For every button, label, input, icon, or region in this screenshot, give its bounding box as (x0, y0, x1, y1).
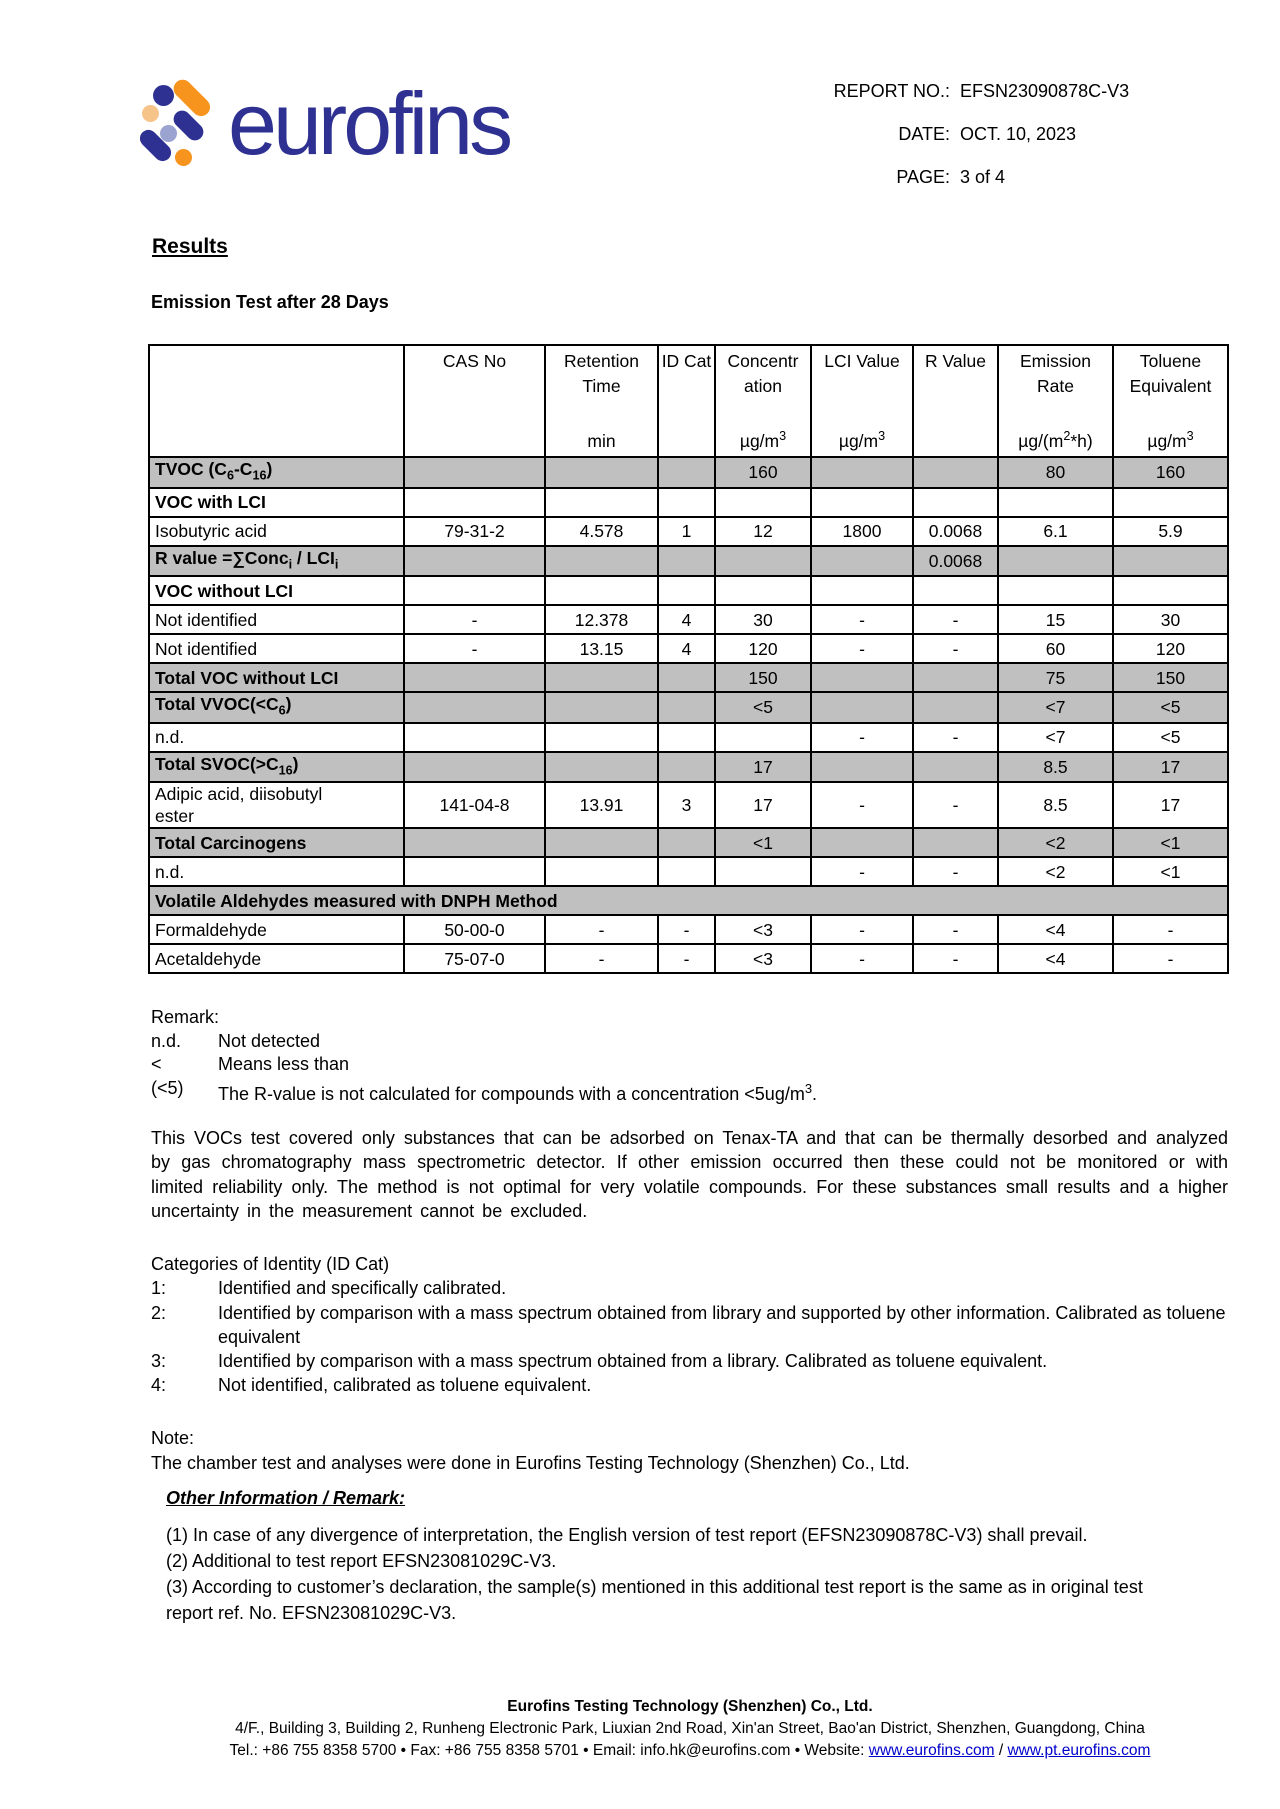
value-cell: 13.91 (545, 782, 658, 828)
value-cell (404, 488, 545, 517)
value-cell: - (913, 857, 998, 886)
value-cell: 79-31-2 (404, 517, 545, 546)
value-cell: - (811, 605, 913, 634)
category-text: Identified by comparison with a mass spectrum obtained from a library. Calibrated as toluene equivalent. (218, 1351, 1048, 1372)
row-label-cell: Total Carcinogens (149, 828, 404, 857)
date-label: DATE: (898, 124, 950, 144)
report-meta (700, 78, 1160, 207)
value-cell (404, 723, 545, 752)
logo-dot (175, 149, 192, 166)
value-cell (404, 828, 545, 857)
value-cell: 4 (658, 605, 715, 634)
value-cell (1113, 546, 1228, 577)
value-cell: 60 (998, 634, 1113, 663)
value-cell (913, 692, 998, 723)
value-cell: - (404, 605, 545, 634)
remark-section (151, 1006, 1227, 1106)
value-cell (545, 828, 658, 857)
value-cell: 50-00-0 (404, 915, 545, 944)
table-row (149, 605, 1228, 634)
value-cell: 150 (1113, 663, 1228, 692)
value-cell (811, 546, 913, 577)
value-cell: - (811, 857, 913, 886)
value-cell (913, 828, 998, 857)
value-cell: 17 (1113, 752, 1228, 783)
value-cell: - (913, 605, 998, 634)
remark-def: Not detected (218, 1030, 321, 1051)
footer-link-separator: / (994, 1742, 1008, 1759)
value-cell: 30 (1113, 605, 1228, 634)
value-cell (404, 576, 545, 605)
value-cell: - (1113, 944, 1228, 973)
value-cell (715, 857, 811, 886)
row-label-cell: Volatile Aldehydes measured with DNPH Method (149, 886, 1228, 915)
value-cell (658, 576, 715, 605)
value-cell: - (811, 634, 913, 663)
page-value: 3 of 4 (960, 167, 1006, 187)
column-header: ID Cat (658, 345, 715, 457)
row-label-cell: VOC with LCI (149, 488, 404, 517)
value-cell: 4 (658, 634, 715, 663)
row-label-cell: Formaldehyde (149, 915, 404, 944)
value-cell: 1800 (811, 517, 913, 546)
value-cell (811, 692, 913, 723)
value-cell: - (913, 944, 998, 973)
table-row (149, 723, 1228, 752)
value-cell (404, 546, 545, 577)
value-cell (658, 723, 715, 752)
value-cell: 0.0068 (913, 517, 998, 546)
table-row (149, 915, 1228, 944)
remark-item (151, 1053, 1227, 1077)
value-cell (913, 663, 998, 692)
date-row (700, 121, 1160, 147)
logo-wordmark: eurofins (228, 74, 510, 173)
category-num: 2: (151, 1302, 167, 1323)
column-header: Emission Rate $\mu g/(m^2*h)$ (998, 345, 1113, 457)
other-info-item: (3) According to customer’s declaration, the sample(s) mentioned in this additional test report is the same as in original test report ref. No. EFSN23081029C-V3. (166, 1577, 1143, 1623)
value-cell: 15 (998, 605, 1113, 634)
value-cell: - (913, 634, 998, 663)
column-header: LCI Value $\mu g/m^3$ (811, 345, 913, 457)
value-cell: 8.5 (998, 752, 1113, 783)
value-cell: - (658, 915, 715, 944)
value-cell: - (811, 723, 913, 752)
value-cell: - (811, 915, 913, 944)
value-cell: - (811, 782, 913, 828)
value-cell: 17 (1113, 782, 1228, 828)
value-cell (404, 457, 545, 488)
value-cell: 141-04-8 (404, 782, 545, 828)
remark-item (151, 1077, 1227, 1107)
row-label-cell: Isobutyric acid (149, 517, 404, 546)
value-cell (913, 576, 998, 605)
remark-def: The R-value is not calculated for compounds with a concentration $<5ug/m^3$. (218, 1080, 818, 1104)
value-cell (715, 576, 811, 605)
remark-term: < (151, 1054, 162, 1074)
value-cell: <7 (998, 692, 1113, 723)
remark-term: (<5) (151, 1077, 184, 1098)
note-title: Note: (151, 1428, 195, 1448)
results-heading: Results (152, 235, 228, 258)
value-cell: 75-07-0 (404, 944, 545, 973)
value-cell: - (811, 944, 913, 973)
value-cell (1113, 488, 1228, 517)
emission-test-subheading: Emission Test after 28 Days (151, 292, 389, 312)
category-text: Identified and specifically calibrated. (218, 1278, 507, 1299)
value-cell: - (545, 944, 658, 973)
value-cell (811, 488, 913, 517)
remark-def: Means less than (218, 1054, 350, 1074)
footer-address: 4/F., Building 3, Building 2, Runheng Electronic Park, Liuxian 2nd Road, Xin'an Street, Bao'an District, Shenzhen, Guangdong, China (235, 1720, 1145, 1737)
value-cell (811, 576, 913, 605)
report-no-label: REPORT NO.: (833, 81, 950, 101)
value-cell: <2 (998, 857, 1113, 886)
value-cell: <1 (1113, 857, 1228, 886)
value-cell (658, 692, 715, 723)
row-label-cell: Total $VVOC(<C_6)$ (149, 692, 404, 723)
table-row (149, 944, 1228, 973)
footer-contact-text: Tel.: +86 755 8358 5700 • Fax: +86 755 8358 5701 • Email: info.hk@eurofins.com • Website: (229, 1742, 869, 1759)
value-cell: 120 (715, 634, 811, 663)
row-label-cell: R value =∑Conc$_i$ / $LCI_i$ (149, 546, 404, 577)
value-cell: <1 (715, 828, 811, 857)
category-text: Not identified, calibrated as toluene equivalent. (218, 1375, 592, 1396)
value-cell (404, 663, 545, 692)
value-cell: <5 (1113, 692, 1228, 723)
value-cell (811, 752, 913, 783)
value-cell: 6.1 (998, 517, 1113, 546)
value-cell: 3 (658, 782, 715, 828)
other-info-heading: Other Information / Remark: (166, 1488, 406, 1508)
table-row (149, 857, 1228, 886)
value-cell (715, 488, 811, 517)
value-cell (811, 457, 913, 488)
category-num: 3: (151, 1351, 167, 1372)
value-cell: 17 (715, 782, 811, 828)
eurofins-logo-icon (135, 82, 215, 172)
value-cell (998, 546, 1113, 577)
other-info-item: (2) Additional to test report EFSN23081029C-V3. (166, 1551, 557, 1571)
category-item (151, 1276, 1229, 1300)
value-cell: - (913, 782, 998, 828)
table-row (149, 752, 1228, 783)
note-section (151, 1426, 1228, 1476)
footer-contact (150, 1740, 1230, 1762)
table-row (149, 457, 1228, 488)
value-cell: 30 (715, 605, 811, 634)
row-label-cell: n.d. (149, 723, 404, 752)
value-cell: <7 (998, 723, 1113, 752)
column-header (149, 345, 404, 457)
table-row (149, 692, 1228, 723)
value-cell: <3 (715, 915, 811, 944)
value-cell: 8.5 (998, 782, 1113, 828)
table-row (149, 517, 1228, 546)
value-cell (811, 663, 913, 692)
report-no-value: EFSN23090878C-V3 (960, 81, 1130, 101)
value-cell (545, 457, 658, 488)
page-row (700, 164, 1160, 190)
footer-company: Eurofins Testing Technology (Shenzhen) Co., Ltd. (507, 1698, 873, 1715)
table-row (149, 663, 1228, 692)
table-row (149, 576, 1228, 605)
value-cell (658, 488, 715, 517)
value-cell: <5 (1113, 723, 1228, 752)
value-cell (658, 663, 715, 692)
page-label: PAGE: (896, 167, 950, 187)
category-item (151, 1373, 1229, 1397)
value-cell: 12 (715, 517, 811, 546)
value-cell (545, 692, 658, 723)
id-categories-section (151, 1252, 1229, 1398)
value-cell: <4 (998, 944, 1113, 973)
value-cell (913, 488, 998, 517)
value-cell (404, 692, 545, 723)
logo-dot (153, 85, 174, 106)
value-cell (913, 457, 998, 488)
logo-dot (142, 105, 159, 122)
row-label-cell: Total VOC without LCI (149, 663, 404, 692)
value-cell: 120 (1113, 634, 1228, 663)
value-cell: <1 (1113, 828, 1228, 857)
value-cell: 75 (998, 663, 1113, 692)
value-cell: <5 (715, 692, 811, 723)
value-cell: - (913, 723, 998, 752)
value-cell (1113, 576, 1228, 605)
row-label-cell: Total $SVOC(>C_{16})$ (149, 752, 404, 783)
column-header: R Value (913, 345, 998, 457)
value-cell (811, 828, 913, 857)
remark-item (151, 1030, 1227, 1054)
footer-link-eurofins[interactable]: www.eurofins.com (868, 1742, 995, 1759)
value-cell: 0.0068 (913, 546, 998, 577)
value-cell (913, 752, 998, 783)
other-info-section (166, 1485, 1156, 1626)
column-header: Toluene Equivalent $\mu g/m^3$ (1113, 345, 1228, 457)
table-row (149, 546, 1228, 577)
value-cell (658, 857, 715, 886)
value-cell (404, 857, 545, 886)
category-num: 4: (151, 1375, 167, 1396)
results-table-head (149, 345, 1228, 457)
category-item (151, 1349, 1229, 1373)
report-no-row (700, 78, 1160, 104)
value-cell: - (1113, 915, 1228, 944)
value-cell (715, 723, 811, 752)
value-cell: 5.9 (1113, 517, 1228, 546)
value-cell: 4.578 (545, 517, 658, 546)
value-cell: 1 (658, 517, 715, 546)
value-cell: 12.378 (545, 605, 658, 634)
value-cell (658, 828, 715, 857)
column-header: Retention Time min (545, 345, 658, 457)
date-value: OCT. 10, 2023 (960, 124, 1077, 144)
note-text: The chamber test and analyses were done in Eurofins Testing Technology (Shenzhen) Co., Ltd. (151, 1453, 910, 1473)
remark-title: Remark: (151, 1007, 220, 1027)
value-cell: <4 (998, 915, 1113, 944)
value-cell: 13.15 (545, 634, 658, 663)
value-cell (404, 752, 545, 783)
value-cell (545, 546, 658, 577)
row-label-cell: Not identified (149, 605, 404, 634)
row-label-cell: Acetaldehyde (149, 944, 404, 973)
table-row (149, 828, 1228, 857)
table-row (149, 488, 1228, 517)
value-cell: 17 (715, 752, 811, 783)
logo-dot (160, 125, 177, 142)
value-cell: <2 (998, 828, 1113, 857)
value-cell: <3 (715, 944, 811, 973)
header-row (149, 345, 1228, 457)
value-cell (998, 488, 1113, 517)
value-cell (545, 488, 658, 517)
categories-title: Categories of Identity (ID Cat) (151, 1254, 390, 1274)
value-cell: - (658, 944, 715, 973)
value-cell (545, 576, 658, 605)
value-cell (658, 457, 715, 488)
category-item (151, 1301, 1229, 1350)
value-cell (545, 663, 658, 692)
footer-link-pt-eurofins[interactable]: www.pt.eurofins.com (1007, 1742, 1151, 1759)
column-header: CAS No (404, 345, 545, 457)
value-cell (715, 546, 811, 577)
results-table (148, 344, 1229, 974)
value-cell: 80 (998, 457, 1113, 488)
value-cell: 150 (715, 663, 811, 692)
value-cell (658, 752, 715, 783)
row-label-cell: n.d. (149, 857, 404, 886)
value-cell (545, 723, 658, 752)
value-cell: - (404, 634, 545, 663)
value-cell (545, 752, 658, 783)
row-label-cell: Adipic acid, diisobutyl ester (149, 782, 404, 828)
value-cell: 160 (715, 457, 811, 488)
value-cell (545, 857, 658, 886)
column-header: Concentr ation $\mu g/m^3$ (715, 345, 811, 457)
row-label-cell: TVOC $(C_6-C_{16})$ (149, 457, 404, 488)
category-text: Identified by comparison with a mass spectrum obtained from library and supported by other information. Calibrated as toluene equivalent (218, 1302, 1226, 1347)
row-label-cell: VOC without LCI (149, 576, 404, 605)
table-row (149, 634, 1228, 663)
results-table-body (149, 457, 1228, 973)
table-row (149, 782, 1228, 828)
value-cell: - (913, 915, 998, 944)
value-cell (998, 576, 1113, 605)
row-label-cell: Not identified (149, 634, 404, 663)
table-row (149, 886, 1228, 915)
other-info-item: (1) In case of any divergence of interpretation, the English version of test report (EFSN23090878C-V3) shall prevail. (166, 1525, 1088, 1545)
category-num: 1: (151, 1278, 167, 1299)
voc-method-paragraph: This VOCs test covered only substances that can be adsorbed on Tenax-TA and that can be thermally desorbed and analyzed by gas chromatography mass spectrometric detector. If other emission occurred then these could not be monitored or with limited reliability only. The method is not optimal for very volatile compounds. For these substances small results and a higher uncertainty in the measurement cannot be excluded. (151, 1128, 1228, 1222)
footer (150, 1696, 1230, 1762)
value-cell: 160 (1113, 457, 1228, 488)
remark-term: n.d. (151, 1030, 182, 1051)
value-cell: - (545, 915, 658, 944)
value-cell (658, 546, 715, 577)
